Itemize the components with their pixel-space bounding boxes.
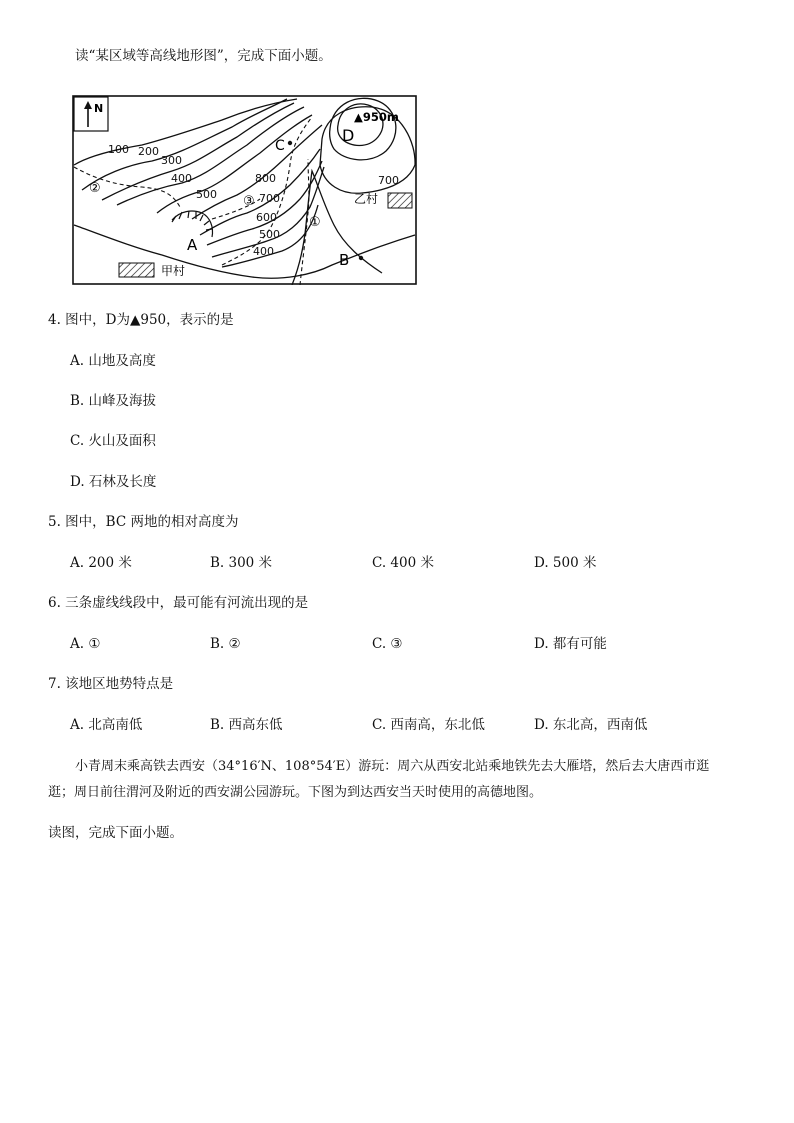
contour-label: 300 bbox=[161, 154, 182, 167]
question-5-option-b[interactable]: B. 300 米 bbox=[210, 555, 273, 571]
marker-one: ① bbox=[309, 215, 321, 230]
question-7-option-a[interactable]: A. 北高南低 bbox=[70, 717, 143, 733]
closing-text: 读图，完成下面小题。 bbox=[48, 825, 183, 841]
village-yi-icon bbox=[388, 193, 412, 208]
contour-label: 500 bbox=[196, 188, 217, 201]
question-4-stem: 4. 图中，D为▲950，表示的是 bbox=[48, 312, 234, 328]
question-6-option-a[interactable]: A. ① bbox=[70, 636, 101, 652]
marker-two: ② bbox=[89, 181, 101, 196]
peak-label: ▲950m bbox=[354, 110, 399, 124]
question-5-option-a[interactable]: A. 200 米 bbox=[70, 555, 132, 571]
contour-label: 700 bbox=[259, 192, 280, 205]
contour-label: 600 bbox=[256, 211, 277, 224]
question-6-option-c[interactable]: C. ③ bbox=[372, 636, 403, 652]
question-4-option-b[interactable]: B. 山峰及海拔 bbox=[70, 393, 157, 409]
question-5-stem: 5. 图中，BC 两地的相对高度为 bbox=[48, 514, 239, 530]
question-5-option-c[interactable]: C. 400 米 bbox=[372, 555, 434, 571]
contour-label: 500 bbox=[259, 228, 280, 241]
question-6-option-d[interactable]: D. 都有可能 bbox=[534, 636, 607, 652]
passage-line-2: 逛；周日前往渭河及附近的西安湖公园游玩。下图为到达西安当天时使用的高德地图。 bbox=[48, 785, 543, 800]
question-4-option-d[interactable]: D. 石林及长度 bbox=[70, 474, 157, 490]
point-c-dot bbox=[288, 141, 292, 145]
question-7-option-d[interactable]: D. 东北高，西南低 bbox=[534, 717, 648, 733]
contour-label: 800 bbox=[255, 172, 276, 185]
point-a-label: A bbox=[187, 236, 198, 254]
point-c-label: C bbox=[275, 138, 285, 154]
question-7-stem: 7. 该地区地势特点是 bbox=[48, 676, 174, 692]
village-jia-icon bbox=[119, 263, 154, 277]
contour-label: 100 bbox=[108, 143, 129, 156]
question-6-option-b[interactable]: B. ② bbox=[210, 636, 241, 652]
point-b-dot bbox=[359, 256, 363, 260]
question-7-option-c[interactable]: C. 西南高，东北低 bbox=[372, 717, 485, 733]
contour-label: 200 bbox=[138, 145, 159, 158]
question-7-option-b[interactable]: B. 西高东低 bbox=[210, 717, 283, 733]
question-6-stem: 6. 三条虚线线段中，最可能有河流出现的是 bbox=[48, 595, 309, 611]
village-jia-label: 甲村 bbox=[161, 264, 186, 278]
point-b-label: B bbox=[339, 251, 350, 269]
marker-three: ③ bbox=[243, 194, 255, 209]
contour-map-svg bbox=[72, 95, 417, 285]
village-yi-label: 乙村 bbox=[354, 192, 379, 206]
passage-line-1: 小青周末乘高铁去西安（34°16′N、108°54′E）游玩：周六从西安北站乘地铁先去大雁塔，然后去大唐西市逛 bbox=[75, 759, 710, 774]
north-label: N bbox=[94, 102, 104, 115]
contour-label: 400 bbox=[171, 172, 192, 185]
contour-map bbox=[72, 95, 417, 285]
question-4-option-a[interactable]: A. 山地及高度 bbox=[70, 353, 156, 369]
question-4-option-c[interactable]: C. 火山及面积 bbox=[70, 433, 156, 449]
contour-label: 700 bbox=[378, 174, 399, 187]
point-d-label: D bbox=[342, 126, 355, 145]
contour-label: 400 bbox=[253, 245, 274, 258]
intro-text: 读“某区域等高线地形图”，完成下面小题。 bbox=[75, 48, 332, 64]
question-5-option-d[interactable]: D. 500 米 bbox=[534, 555, 597, 571]
